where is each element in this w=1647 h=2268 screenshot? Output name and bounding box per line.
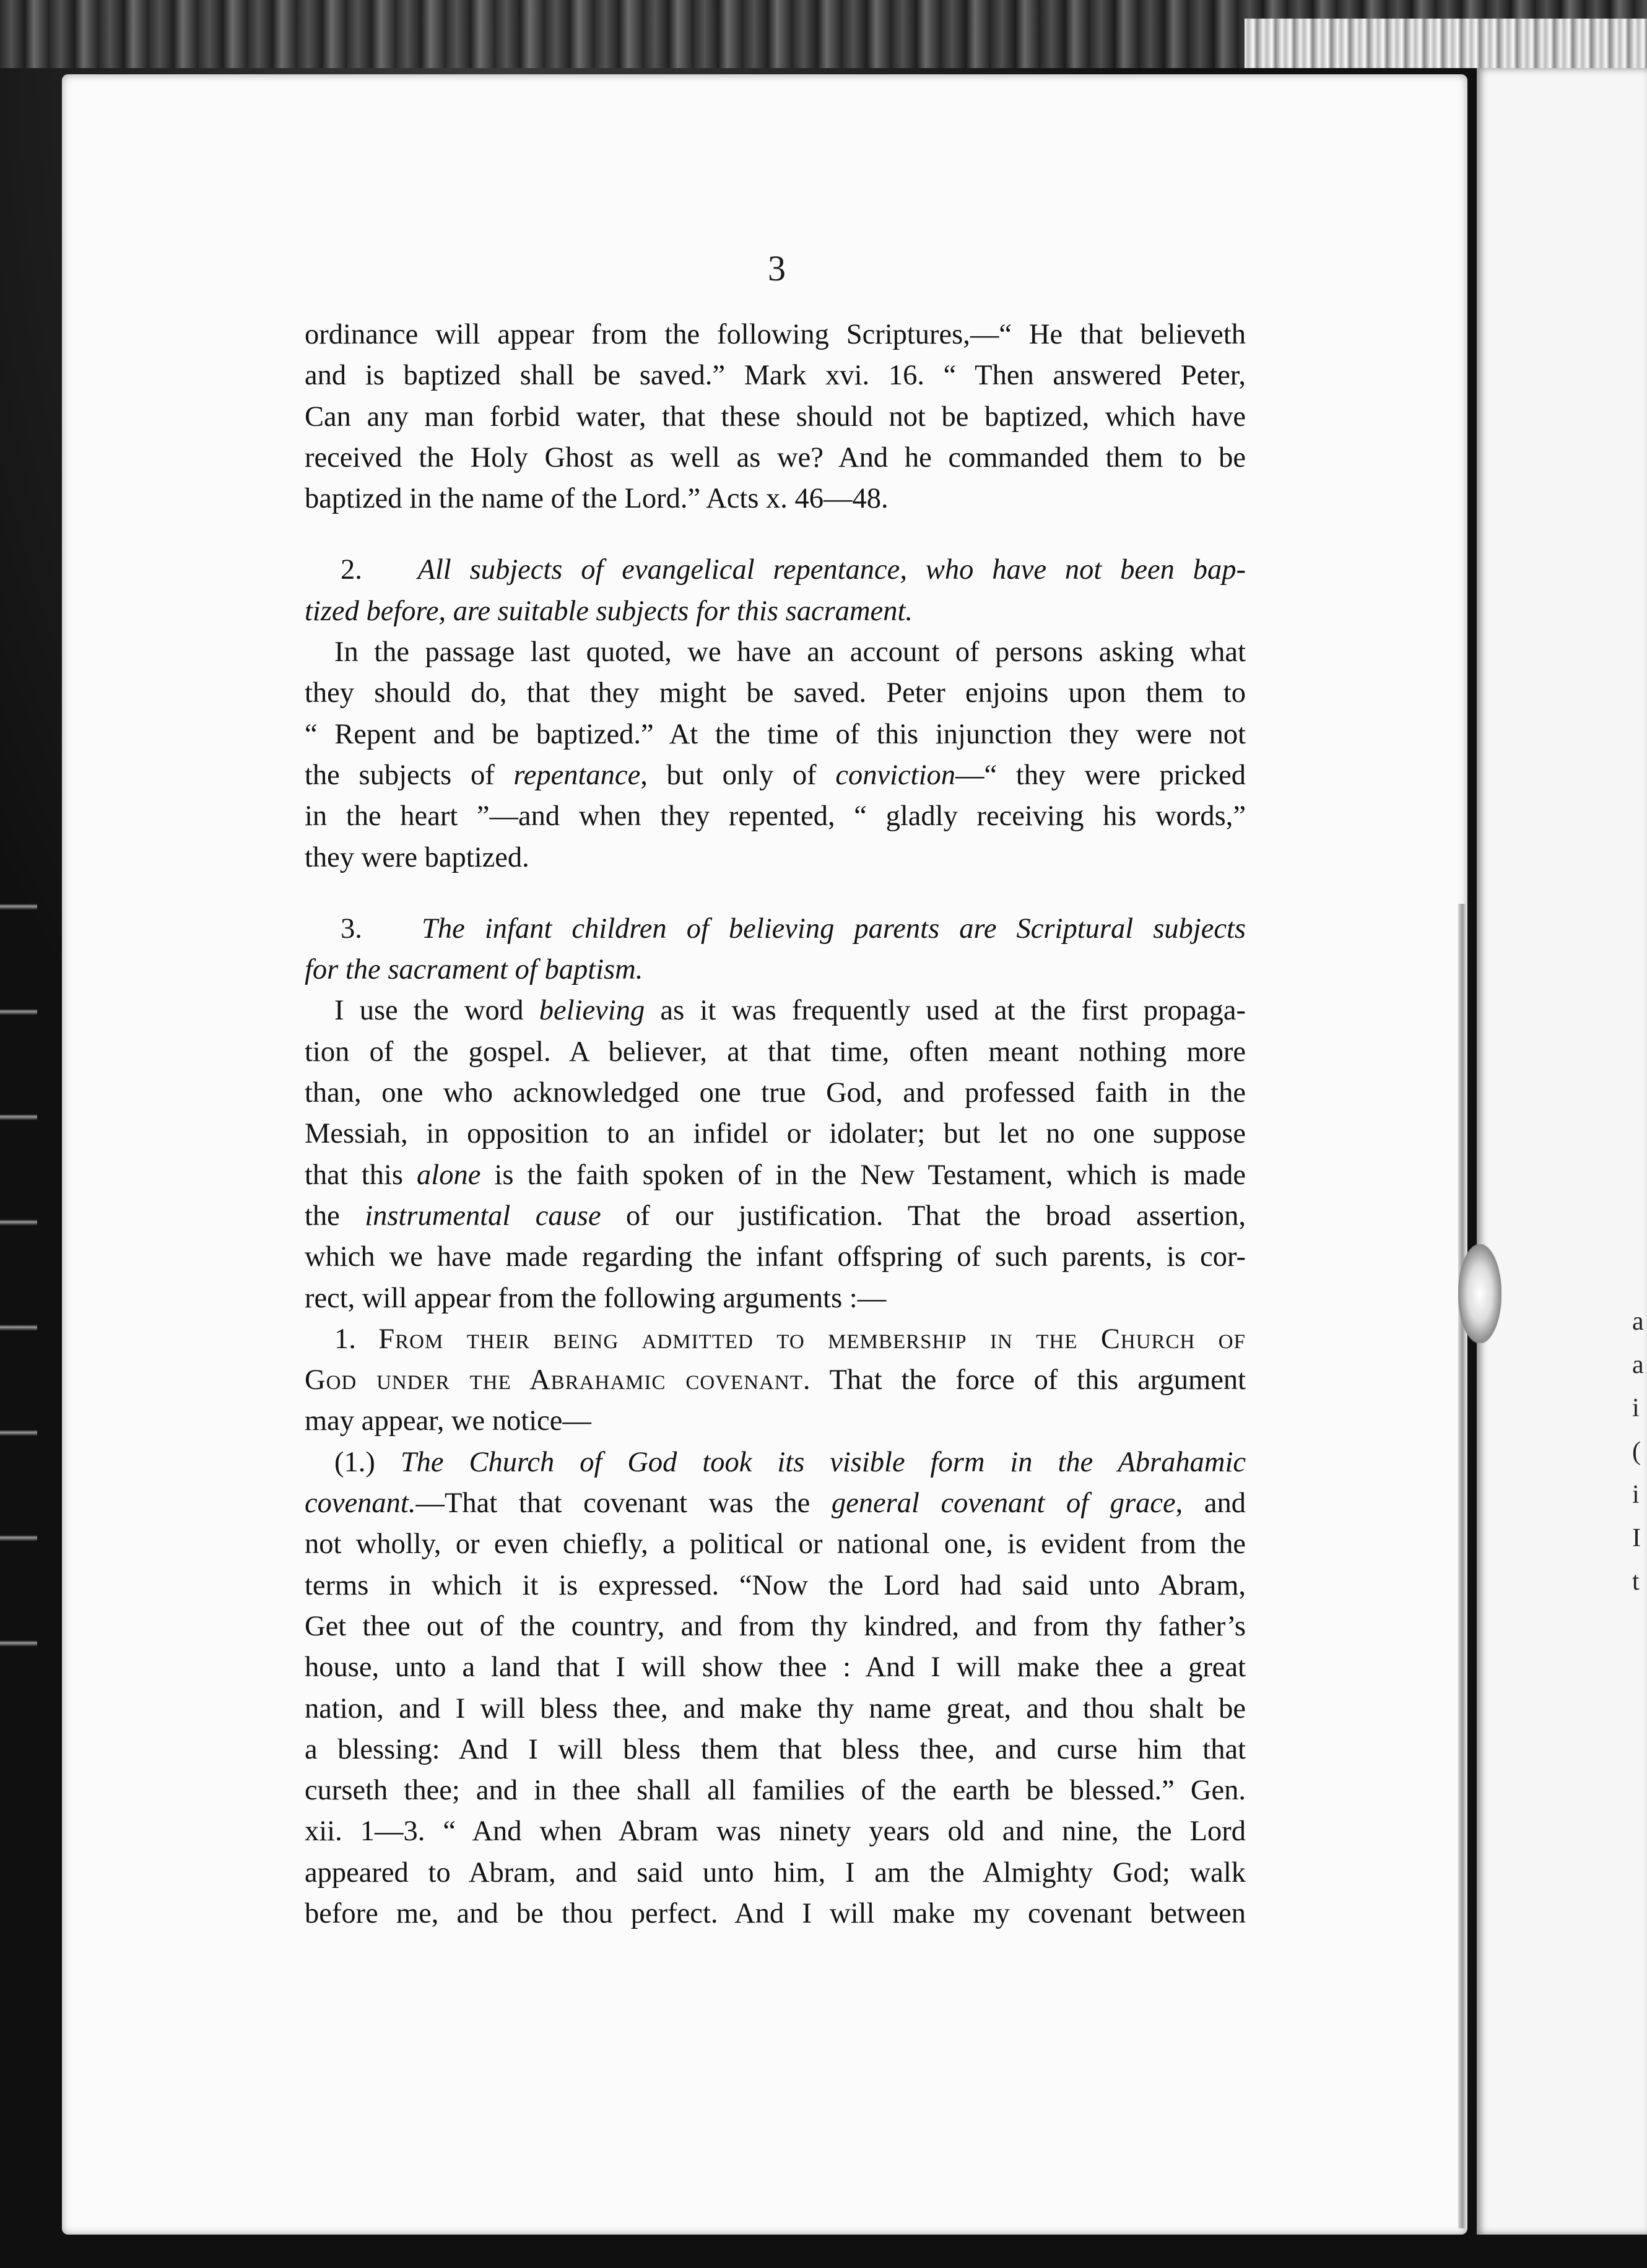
text-line xyxy=(305,990,1246,1031)
text-line: they were baptized. xyxy=(305,841,529,873)
facing-page xyxy=(1477,68,1647,2235)
text-line: they should do, that they might be saved. Peter enjoins upon them to xyxy=(305,677,1246,709)
text-line xyxy=(305,755,1246,796)
section-heading-2-cont xyxy=(305,591,1246,632)
facing-page-fragments xyxy=(1632,1300,1644,1603)
text-line: received the Holy Ghost as well as we? And he commanded them to be xyxy=(305,441,1246,474)
scan-top-right-edge xyxy=(1245,19,1647,68)
facing-fragment: ( xyxy=(1632,1437,1641,1466)
text-run-italic: conviction xyxy=(835,759,956,791)
subpoint-heading-text: The Church of God took its visible form in the Abrahamic xyxy=(400,1446,1246,1478)
text-line: In the passage last quoted, we have an account of persons asking what xyxy=(334,636,1246,669)
text-run: —That that covenant was the xyxy=(415,1487,832,1520)
text-run: , but only of xyxy=(640,759,836,791)
text-run: —“ they were pricked xyxy=(955,759,1246,791)
text-line: which we have made regarding the infant offspring of such parents, is cor- xyxy=(305,1241,1246,1273)
text-run: I use the word xyxy=(334,995,539,1027)
text-run: as it was frequently used at the first propaga- xyxy=(645,995,1246,1027)
text-line: Messiah, in opposition to an infidel or idolater; but let no one suppose xyxy=(305,1118,1246,1150)
section-heading-2 xyxy=(305,550,1246,591)
text-run-italic: covenant. xyxy=(305,1487,416,1520)
text-line: ordinance will appear from the following Scriptures,—“ He that believeth xyxy=(305,319,1246,350)
text-line: nation, and I will bless thee, and make thy name great, and thou shalt be xyxy=(305,1692,1246,1725)
argument-heading-cont xyxy=(305,1360,1246,1401)
text-run-italic: general covenant of grace xyxy=(831,1487,1176,1520)
section-heading-3 xyxy=(305,909,1246,950)
facing-fragment: t xyxy=(1632,1567,1640,1596)
text-line: before me, and be thou perfect. And I will make my covenant between xyxy=(305,1897,1246,1929)
text-line: rect, will appear from the following arguments :— xyxy=(305,1282,887,1314)
section-number: 2. xyxy=(341,554,362,586)
page-number: 3 xyxy=(768,248,786,288)
text-run-italic: alone xyxy=(417,1159,481,1191)
text-run: the xyxy=(305,1200,365,1232)
text-line: house, unto a land that I will show thee : And I will make thee a great xyxy=(305,1651,1246,1684)
text-line: than, one who acknowledged one true God, and professed faith in the xyxy=(305,1077,1246,1109)
section-heading-3-cont xyxy=(305,950,1246,990)
text-run: the subjects of xyxy=(305,759,514,791)
section-number: 3. xyxy=(341,912,362,945)
section-heading-text: The infant children of believing parents are Scriptural subjects xyxy=(422,912,1246,945)
facing-fragment: I xyxy=(1632,1524,1641,1552)
page-tear xyxy=(1458,1244,1501,1343)
text-line: Get thee out of the country, and from thy kindred, and from thy father’s xyxy=(305,1610,1246,1642)
text-run: is the faith spoken of in the New Testament, which is made xyxy=(480,1159,1246,1191)
text-line: may appear, we notice— xyxy=(305,1405,591,1437)
argument-heading-text: From their being admitted to membership in the Church of xyxy=(378,1323,1246,1355)
body-text xyxy=(305,314,1246,1934)
text-run-italic: believing xyxy=(539,995,645,1027)
text-line xyxy=(305,1483,1246,1524)
page-fold xyxy=(1458,904,1467,2228)
argument-number: 1. xyxy=(334,1323,356,1355)
text-run: That the force of this argument xyxy=(810,1364,1246,1396)
scan-left-edge xyxy=(0,805,37,1671)
argument-heading xyxy=(305,1319,1246,1360)
text-line xyxy=(305,1155,1246,1196)
text-line: appeared to Abram, and said unto him, I am the Almighty God; walk xyxy=(305,1856,1246,1889)
facing-fragment: a xyxy=(1632,1307,1644,1336)
text-run-italic: repentance xyxy=(513,759,641,791)
text-line xyxy=(305,1196,1246,1237)
text-line: in the heart ”—and when they repented, “ gladly receiving his words,” xyxy=(305,800,1246,833)
text-run: , and xyxy=(1175,1487,1246,1520)
facing-fragment: i xyxy=(1632,1481,1640,1509)
text-run: that this xyxy=(305,1159,417,1191)
facing-fragment: i xyxy=(1632,1394,1640,1422)
subpoint-heading xyxy=(305,1442,1246,1483)
section-heading-text: tized before, are suitable subjects for this sacrament. xyxy=(305,595,913,627)
text-line: baptized in the name of the Lord.” Acts x. 46—48. xyxy=(305,483,889,515)
text-line: and is baptized shall be saved.” Mark xvi. 16. “ Then answered Peter, xyxy=(305,360,1246,392)
text-line: not wholly, or even chiefly, a political or national one, is evident from the xyxy=(305,1528,1246,1560)
subpoint-number: (1.) xyxy=(334,1446,375,1478)
text-line: Can any man forbid water, that these should not be baptized, which have xyxy=(305,400,1246,433)
text-line: xii. 1—3. “ And when Abram was ninety years old and nine, the Lord xyxy=(305,1816,1246,1848)
text-line: tion of the gospel. A believer, at that time, often meant nothing more xyxy=(305,1036,1246,1068)
argument-heading-text: God under the Abrahamic covenant. xyxy=(305,1364,811,1396)
section-heading-text: All subjects of evangelical repentance, who have not been bap- xyxy=(417,554,1246,586)
text-line: “ Repent and be baptized.” At the time of this injunction they were not xyxy=(305,718,1246,750)
facing-fragment: a xyxy=(1632,1351,1644,1379)
section-heading-text: for the sacrament of baptism. xyxy=(305,954,643,986)
text-run-italic: instrumental cause xyxy=(365,1200,601,1232)
text-line: curseth thee; and in thee shall all families of the earth be blessed.” Gen. xyxy=(305,1775,1246,1807)
text-line: a blessing: And I will bless them that bless thee, and curse him that xyxy=(305,1733,1246,1765)
text-run: of our justification. That the broad assertion, xyxy=(601,1200,1246,1232)
text-line: terms in which it is expressed. “Now the Lord had said unto Abram, xyxy=(305,1569,1246,1601)
